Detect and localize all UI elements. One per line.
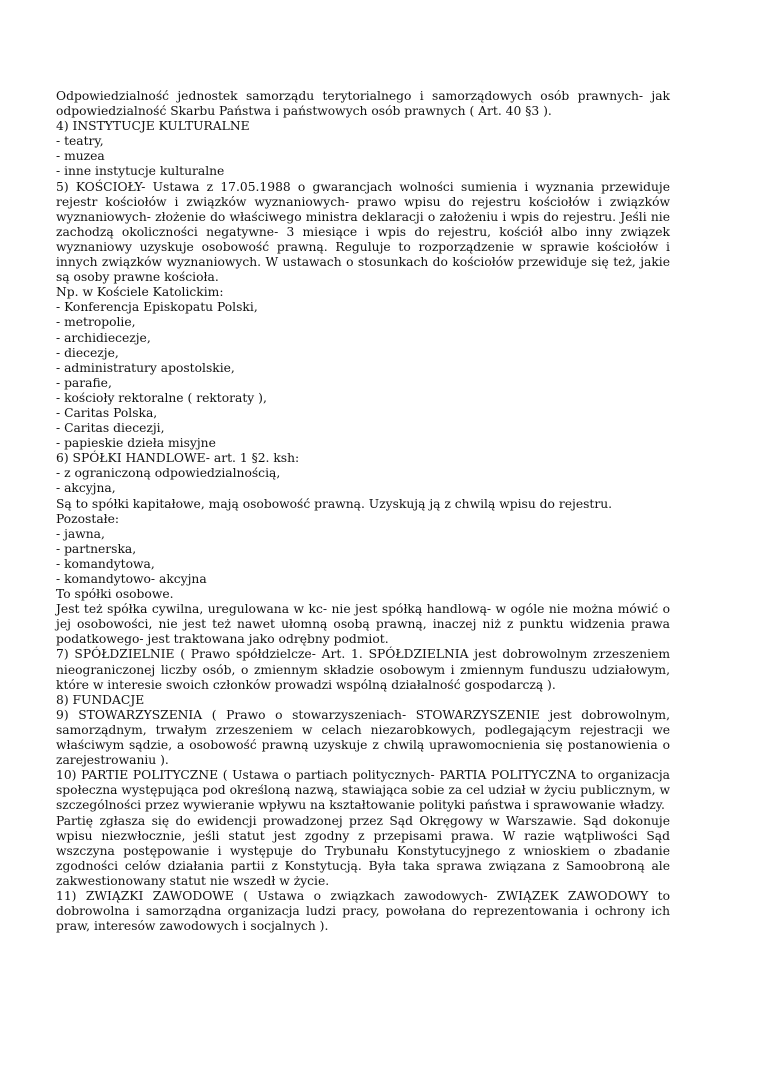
- text-line: - parafie,: [56, 375, 112, 390]
- text-line: - diecezje,: [56, 345, 119, 360]
- text-line: Pozostałe:: [56, 511, 120, 526]
- text-line: To spółki osobowe.: [56, 587, 174, 602]
- text-line: Są to spółki kapitałowe, mają osobowość prawną. Uzyskują ją z chwilą wpisu do rejestru.: [56, 496, 613, 511]
- text-line: - muzea: [56, 149, 105, 164]
- text-line: - komandytowo- akcyjna: [56, 572, 207, 586]
- text-line: 4) INSTYTUCJE KULTURALNE: [56, 119, 250, 134]
- document-page: [56, 89, 670, 934]
- text-line: - archidiecezje,: [56, 330, 151, 345]
- text-line: - komandytowa,: [56, 556, 155, 571]
- text-line: Np. w Kościele Katolickim:: [56, 285, 224, 300]
- text-line: - partnerska,: [56, 541, 137, 556]
- text-paragraph: 11) ZWIĄZKI ZAWODOWE ( Ustawa o związkach zawodowych- ZWIĄZEK ZAWODOWY to dobrowolna i samorządna organizacja ludzi pracy, powołana do reprezentowania i ochrony ich praw, interesów zawodowych i socjalnych ).: [56, 888, 670, 934]
- text-line: - metropolie,: [56, 315, 136, 330]
- text-line: 8) FUNDACJE: [56, 692, 145, 707]
- text-line: - Caritas Polska,: [56, 405, 158, 420]
- text-line: - jawna,: [56, 526, 105, 541]
- text-line: - Konferencja Episkopatu Polski,: [56, 300, 258, 315]
- text-line: - z ograniczoną odpowiedzialnością,: [56, 466, 281, 481]
- text-paragraph: 5) KOŚCIOŁY- Ustawa z 17.05.1988 o gwarancjach wolności sumienia i wyznania przewiduje rejestr kościołów i związków wyznaniowych- prawo wpisu do rejestru kościołów i związków wyznaniowych- złożenie do właściwego ministra deklaracji o założeniu i wpis do rejestru. Jeśli nie zachodzą okoliczności negatywne- 3 miesiące i wpis do rejestru, kościół albo inny związek wyznaniowy uzyskuje osobowość prawną. Reguluje to rozporządzenie w sprawie kościołów i innych związków wyznaniowych. W ustawach o stosunkach do kościołów przewiduje się też, jakie są osoby prawne kościoła.: [56, 179, 670, 285]
- text-line: - teatry,: [56, 134, 104, 149]
- text-line: - Caritas diecezji,: [56, 421, 165, 436]
- text-line: - akcyjna,: [56, 481, 116, 496]
- text-paragraph: 7) SPÓŁDZIELNIE ( Prawo spółdzielcze- Art. 1. SPÓŁDZIELNIA jest dobrowolnym zrzeszeniem nieograniczonej liczby osób, o zmiennym składzie osobowym i zmiennym funduszu udziałowym, które w interesie swoich członków prowadzi wspólną działalność gospodarczą ).: [56, 647, 670, 692]
- text-paragraph: Odpowiedzialność jednostek samorządu terytorialnego i samorządowych osób prawnych- jak odpowiedzialność Skarbu Państwa i państwowych osób prawnych ( Art. 40 §3 ).: [56, 89, 670, 119]
- text-line: 6) SPÓŁKI HANDLOWE- art. 1 §2. ksh:: [56, 451, 300, 466]
- text-line: - inne instytucje kulturalne: [56, 164, 225, 179]
- text-line: - papieskie dzieła misyjne: [56, 436, 216, 451]
- text-line: - administratury apostolskie,: [56, 360, 235, 375]
- text-paragraph: Partię zgłasza się do ewidencji prowadzonej przez Sąd Okręgowy w Warszawie. Sąd dokonuje wpisu niezwłocznie, jeśli statut jest zgodny z przepisami prawa. W razie wątpliwości Sąd wszczyna postępowanie i występuje do Trybunału Konstytucyjnego z wnioskiem o zbadanie zgodności celów działania partii z Konstytucją. Była taka sprawa związana z Samoobroną ale zakwestionowany statut nie wszedł w życie.: [56, 813, 670, 888]
- text-paragraph: 9) STOWARZYSZENIA ( Prawo o stowarzyszeniach- STOWARZYSZENIE jest dobrowolnym, samorządnym, trwałym zrzeszeniem w celach niezarobkowych, podlegającym rejestracji we właściwym sądzie, a osobowość prawną uzyskuje z chwilą uprawomocnienia się postanowienia o zarejestrowaniu ).: [56, 707, 670, 768]
- text-paragraph: 10) PARTIE POLITYCZNE ( Ustawa o partiach politycznych- PARTIA POLITYCZNA to organizacja społeczna występująca pod określoną nazwą, stawiająca sobie za cel udział w życiu publicznym, w szczególności przez wywieranie wpływu na kształtowanie polityki państwa i sprawowanie władzy.: [56, 768, 670, 813]
- text-line: - kościoły rektoralne ( rektoraty ),: [56, 390, 267, 405]
- text-paragraph: Jest też spółka cywilna, uregulowana w kc- nie jest spółką handlową- w ogóle nie można mówić o jej osobowości, nie jest też nawet ułomną osobą prawną, inaczej niż z punktu widzenia prawa podatkowego- jest traktowana jako odrębny podmiot.: [56, 602, 670, 647]
